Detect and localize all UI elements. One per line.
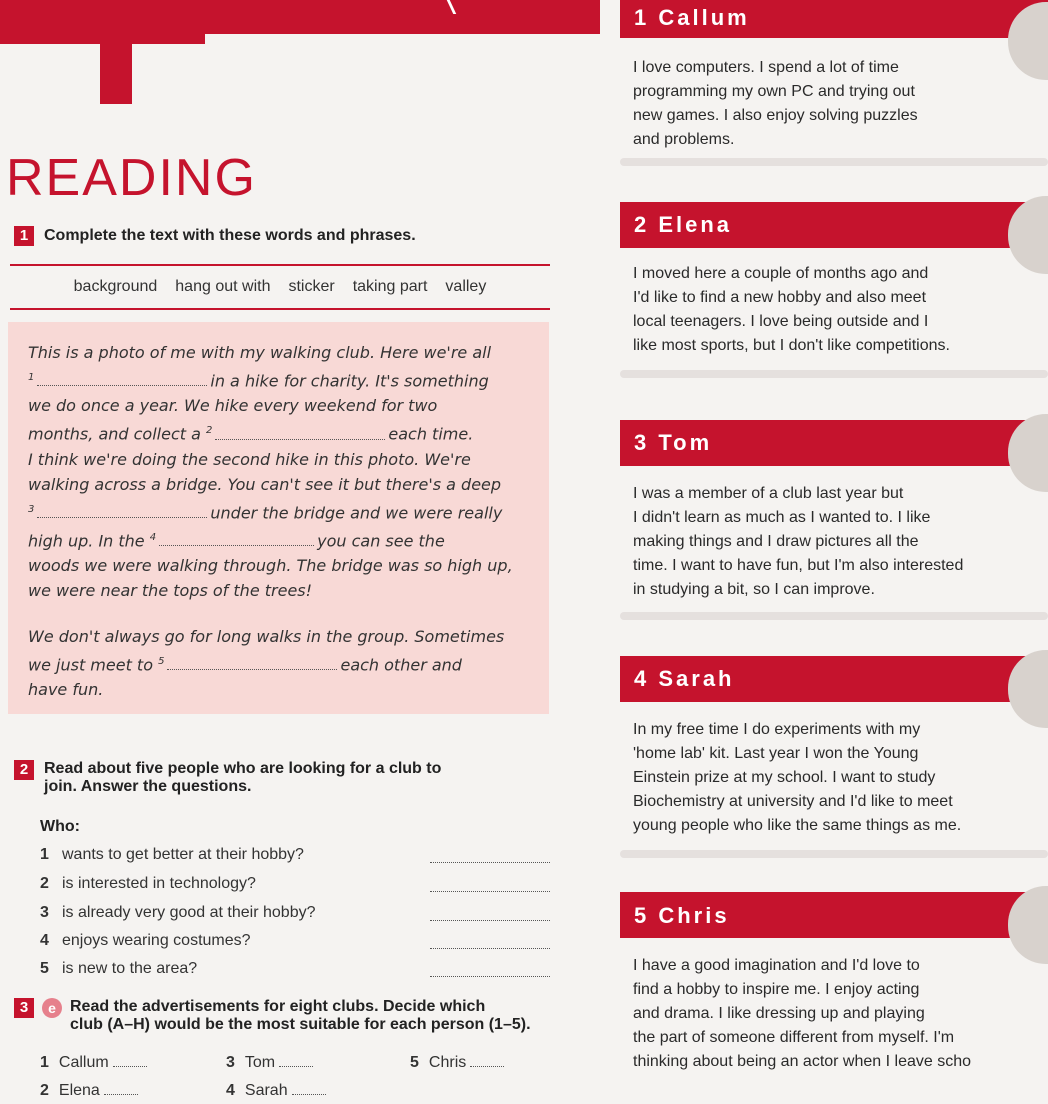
exercise-1-header <box>14 226 416 246</box>
word-item: taking part <box>352 278 428 295</box>
answer-item: 5 Chris <box>410 1054 504 1072</box>
text-line: $^1$ in a hike for charity. It's something <box>28 371 489 391</box>
section-title: READING <box>6 149 257 207</box>
question-row: 5 is new to the area? <box>40 960 550 978</box>
exam-e-icon: e <box>42 998 62 1018</box>
card-text: I have a good imagination and I'd love to find a hobby to inspire me. I enjoy acting and drama. I like dressing up and playing the part of someone different from myself. I'm thinking about being an actor when I leave scho <box>633 957 972 1070</box>
answer-line[interactable] <box>430 960 550 977</box>
answer-line[interactable] <box>470 1054 504 1067</box>
exercise-number: 3 <box>14 998 34 1018</box>
gap-3[interactable] <box>37 505 207 518</box>
paragraph-1 <box>28 340 538 603</box>
card-text: I was a member of a club last year but I didn't learn as much as I wanted to. I like making things and I draw pictures all the time. I want to have fun, but I'm also interested in studying a bit, so I can improve. <box>633 485 964 598</box>
text-line: This is a photo of me with my walking club. Here we're all <box>28 343 492 362</box>
text-line: months, and collect a $^2$ each time. <box>28 424 474 444</box>
card-divider <box>620 850 1048 858</box>
answer-item: 1 Callum <box>40 1054 147 1072</box>
text-line: walking across a bridge. You can't see it but there's a deep <box>28 474 502 494</box>
card-title: 4 Sarah <box>634 666 735 691</box>
exercise-number: 2 <box>14 760 34 780</box>
card-title: 3 Tom <box>634 430 713 455</box>
question-row: 4 enjoys wearing costumes? <box>40 932 550 950</box>
word-item: hang out with <box>175 278 271 295</box>
exercise-3-header <box>14 998 554 1034</box>
gap-4[interactable] <box>159 533 314 546</box>
text-line: we just meet to $^5$ each other and <box>28 655 462 675</box>
answer-item: 4 Sarah <box>226 1082 326 1100</box>
answer-line[interactable] <box>430 846 550 863</box>
answer-item: 3 Tom <box>226 1054 313 1072</box>
answer-line[interactable] <box>430 932 550 949</box>
answer-line[interactable] <box>113 1054 147 1067</box>
question-row: 3 is already very good at their hobby? <box>40 904 550 922</box>
answer-item: 2 Elena <box>40 1082 138 1100</box>
card-divider <box>620 370 1048 378</box>
answer-line[interactable] <box>104 1082 138 1095</box>
unit-one-shape <box>100 0 132 104</box>
text-line: We don't always go for long walks in the group. Sometimes <box>28 627 505 646</box>
gap-1[interactable] <box>37 373 207 386</box>
exercise-2-instruction: Read about five people who are looking for a club to join. Answer the questions. <box>44 760 442 795</box>
card-text: I moved here a couple of months ago and I'd like to find a new hobby and also meet local teenagers. I love being outside and I like most sports, but I don't like competitions. <box>633 265 950 354</box>
word-item: sticker <box>288 278 335 295</box>
who-label: Who: <box>40 818 80 835</box>
card-divider <box>620 158 1048 166</box>
word-item: valley <box>445 278 487 295</box>
card-text: I love computers. I spend a lot of time programming my own PC and trying out new games. I also enjoy solving puzzles and problems. <box>633 59 918 148</box>
card-text: In my free time I do experiments with my 'home lab' kit. Last year I won the Young Einstein prize at my school. I want to study Biochemistry at university and I'd like to meet young people who like the same things as me. <box>633 721 962 834</box>
exercise-number: 1 <box>14 226 34 246</box>
question-row: 1 wants to get better at their hobby? <box>40 846 550 864</box>
card-title: 5 Chris <box>634 903 730 928</box>
answer-line[interactable] <box>430 875 550 892</box>
card-title: 2 Elena <box>634 212 733 237</box>
card-divider <box>620 612 1048 620</box>
word-item: background <box>73 278 158 295</box>
exercise-3-instruction: Read the advertisements for eight clubs. Decide which club (A–H) would be the most suitable for each person (1–5). <box>70 998 531 1033</box>
text-line: we do once a year. We hike every weekend for two <box>28 396 438 416</box>
exercise-2-header <box>14 760 534 796</box>
text-line: high up. In the $^4$ you can see the <box>28 531 445 551</box>
answer-line[interactable] <box>430 904 550 921</box>
answer-line[interactable] <box>279 1054 313 1067</box>
answer-line[interactable] <box>292 1082 326 1095</box>
text-line: $^3$ under the bridge and we were really <box>28 502 503 522</box>
card-title: 1 Callum <box>634 5 750 30</box>
paragraph-2 <box>28 624 538 702</box>
word-box <box>10 264 550 310</box>
gap-2[interactable] <box>215 427 385 440</box>
gap-5[interactable] <box>167 657 337 670</box>
text-line: we were near the tops of the trees! <box>28 581 313 601</box>
question-row: 2 is interested in technology? <box>40 875 550 893</box>
exercise-1-instruction: Complete the text with these words and phrases. <box>44 227 416 244</box>
text-line: have fun. <box>28 680 104 700</box>
text-line: I think we're doing the second hike in this photo. We're <box>28 449 471 469</box>
text-line: woods we were walking through. The bridge was so high up, <box>28 556 513 576</box>
